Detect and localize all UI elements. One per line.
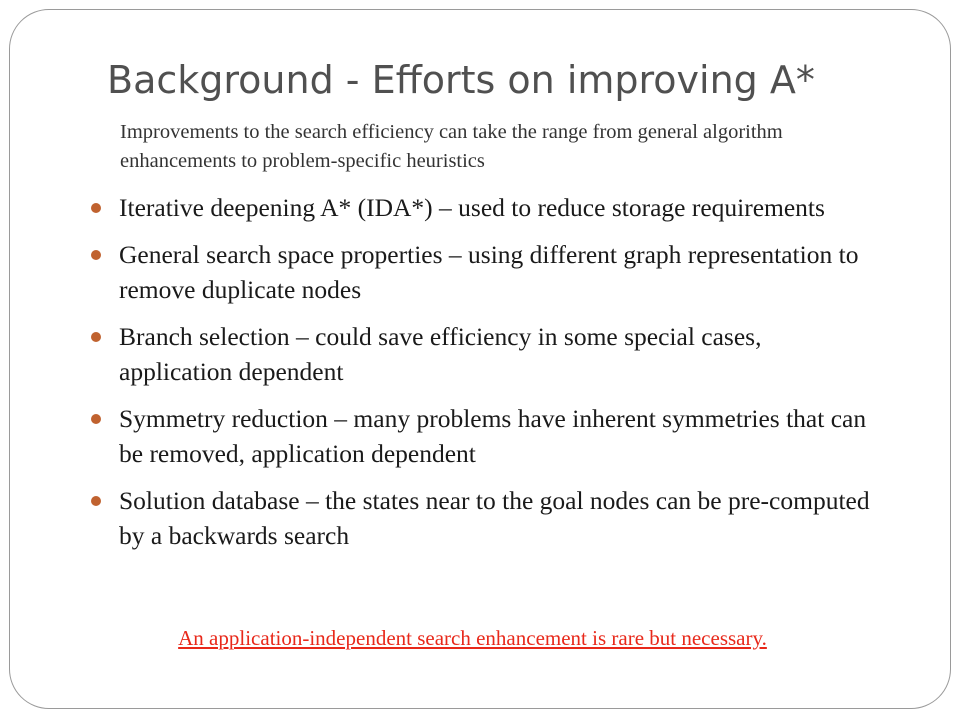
slide-title: Background - Efforts on improving A* (107, 58, 815, 102)
bullet-marker-icon (91, 414, 101, 424)
bullet-item-branch-selection (90, 319, 880, 389)
bullet-marker-icon (91, 496, 101, 506)
footer-note: An application-independent search enhancement is rare but necessary. (178, 626, 767, 650)
bullet-marker-icon (91, 203, 101, 213)
bullet-text: Solution database – the states near to the goal nodes can be pre-computed by a backwards search (119, 486, 870, 550)
slide-subtitle: Improvements to the search efficiency can take the range from general algorithm enhancements to problem-specific heuristics (120, 121, 783, 172)
bullet-item-symmetry-reduction (90, 401, 880, 471)
bullet-text: General search space properties – using different graph representation to remove duplicate nodes (119, 240, 859, 304)
bullet-text: Iterative deepening A* (IDA*) – used to reduce storage requirements (119, 193, 825, 222)
bullet-item-solution-database (90, 483, 880, 553)
bullet-text: Symmetry reduction – many problems have inherent symmetries that can be removed, application dependent (119, 404, 867, 468)
bullet-marker-icon (91, 250, 101, 260)
bullet-marker-icon (91, 332, 101, 342)
bullet-item-search-space (90, 237, 880, 307)
bullet-list (90, 190, 880, 565)
bullet-text: Branch selection – could save efficiency in some special cases, application dependent (119, 322, 762, 386)
bullet-item-ida-star (90, 190, 880, 225)
